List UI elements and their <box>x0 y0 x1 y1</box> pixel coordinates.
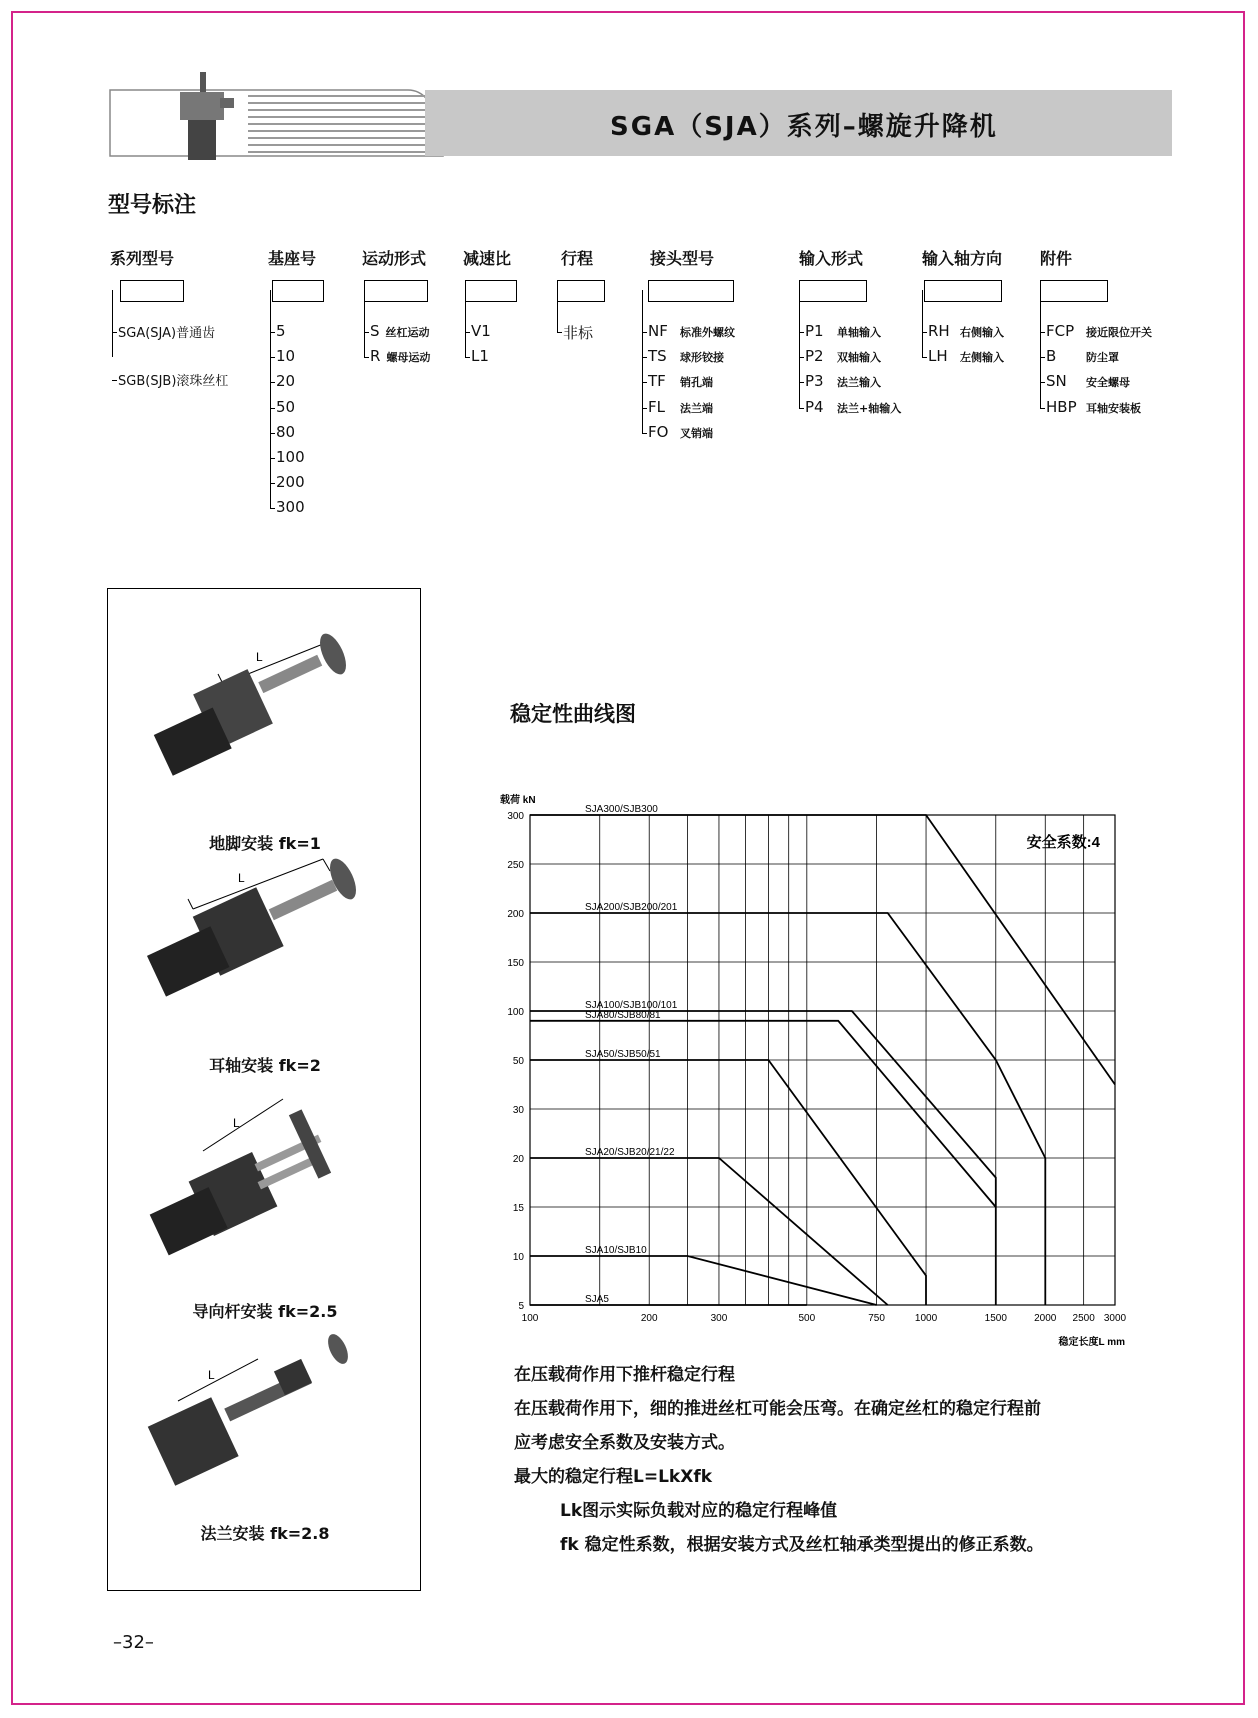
chart-annotation: 安全系数:4 <box>1026 834 1100 851</box>
chart-y-tick: 10 <box>512 1252 524 1263</box>
model-option-tick <box>922 332 927 333</box>
mount-caption-4: 法兰安装 fk=2.8 <box>200 1524 330 1543</box>
dim-label-2: L <box>238 871 245 885</box>
trunnion-mount-illustration <box>147 855 361 997</box>
model-option-tick <box>270 332 275 333</box>
model-option: SN 安全螺母 <box>1046 372 1130 391</box>
header-logo-graphic <box>108 72 453 162</box>
model-col-head-7: 输入轴方向 <box>922 249 1003 268</box>
text-fk: fk 稳定性系数，根据安装方式及丝杠轴承类型提出的修正系数。 <box>560 1535 1044 1555</box>
model-option: 10 <box>276 347 296 366</box>
model-option: TS 球形铰接 <box>648 347 724 366</box>
model-option-tick <box>1040 332 1045 333</box>
model-col-box-7 <box>924 280 1002 302</box>
model-col-bracket-6 <box>799 290 800 408</box>
chart-series-label: SJA5 <box>585 1294 609 1305</box>
model-option: 80 <box>276 422 296 441</box>
model-option-tick <box>270 382 275 383</box>
model-col-bracket-0 <box>112 290 113 357</box>
model-option: P2 双轴输入 <box>805 347 881 366</box>
model-option-tick <box>642 408 647 409</box>
chart-x-tick: 300 <box>710 1313 728 1324</box>
model-col-head-6: 输入形式 <box>799 249 864 268</box>
model-col-head-4: 行程 <box>561 249 594 268</box>
model-option-tick <box>465 332 470 333</box>
model-option-tick <box>1040 408 1045 409</box>
chart-series-line <box>530 815 1115 1085</box>
model-option: TF 销孔端 <box>648 372 713 391</box>
model-option-tick <box>642 382 647 383</box>
model-option: 300 <box>276 498 305 517</box>
model-option: P3 法兰输入 <box>805 372 881 391</box>
chart-y-tick: 300 <box>507 811 524 822</box>
model-option-tick <box>642 433 647 434</box>
model-col-bracket-4 <box>557 290 558 332</box>
model-option: 5 <box>276 322 286 340</box>
chart-x-tick: 750 <box>868 1313 885 1324</box>
text-para1: 在压载荷作用下，细的推进丝杠可能会压弯。在确定丝杠的稳定行程前 <box>514 1399 1041 1419</box>
flange-mount-illustration <box>148 1331 352 1486</box>
model-col-box-0 <box>120 280 184 302</box>
model-option-tick <box>364 332 369 333</box>
model-option-tick <box>270 508 275 509</box>
model-col-box-4 <box>557 280 605 302</box>
model-section-title: 型号标注 <box>108 193 197 218</box>
foot-mount-illustration <box>154 630 352 776</box>
model-col-head-8: 附件 <box>1040 249 1073 268</box>
mount-caption-1: 地脚安装 fk=1 <box>209 834 321 853</box>
model-col-bracket-3 <box>465 290 466 357</box>
text-formula: 最大的稳定行程L=LkXfk <box>514 1467 713 1487</box>
chart-x-tick: 100 <box>521 1313 539 1324</box>
chart-series-label: SJA100/SJB100/101 <box>585 1000 678 1011</box>
model-col-head-5: 接头型号 <box>650 249 715 268</box>
model-option-tick <box>799 408 804 409</box>
model-option-tick <box>270 408 275 409</box>
model-col-head-2: 运动形式 <box>362 249 427 268</box>
model-option: FO 叉销端 <box>648 422 713 441</box>
text-para2: 应考虑安全系数及安装方式。 <box>514 1433 735 1453</box>
guide-rod-mount-illustration <box>150 1099 331 1255</box>
chart-x-tick: 2000 <box>1034 1313 1057 1324</box>
model-option-tick <box>364 357 369 358</box>
mount-caption-3: 导向杆安装 fk=2.5 <box>192 1302 338 1321</box>
chart-y-tick: 30 <box>512 1105 524 1116</box>
chart-x-tick: 3000 <box>1103 1313 1127 1324</box>
mounting-illustrations <box>108 589 420 1589</box>
model-option-tick <box>1040 382 1045 383</box>
model-col-box-1 <box>272 280 324 302</box>
model-option-tick <box>557 332 562 333</box>
page-number: –32– <box>113 1632 154 1653</box>
model-option-tick <box>270 458 275 459</box>
model-col-bracket-1 <box>270 290 271 508</box>
model-option-tick <box>112 332 117 333</box>
model-col-box-5 <box>648 280 734 302</box>
model-option-tick <box>112 380 117 381</box>
stability-chart <box>495 780 1135 1360</box>
mount-caption-2: 耳轴安装 fk=2 <box>209 1056 321 1075</box>
model-option: 20 <box>276 372 296 391</box>
chart-y-tick: 100 <box>507 1007 524 1018</box>
chart-y-tick: 250 <box>507 860 524 871</box>
model-option: SGA(SJA)普通齿 <box>118 326 216 341</box>
model-col-box-8 <box>1040 280 1108 302</box>
chart-y-tick: 15 <box>512 1203 524 1214</box>
dim-label-3: L <box>233 1116 240 1130</box>
model-option: FL 法兰端 <box>648 397 713 416</box>
model-option-tick <box>465 357 470 358</box>
chart-series-label: SJA200/SJB200/201 <box>585 902 678 913</box>
chart-x-tick: 1000 <box>914 1313 938 1324</box>
model-option-tick <box>1040 357 1045 358</box>
model-option: FCP 接近限位开关 <box>1046 322 1152 340</box>
model-col-head-3: 减速比 <box>463 249 512 268</box>
model-col-box-3 <box>465 280 517 302</box>
chart-series-line <box>530 1060 926 1305</box>
model-option-tick <box>799 357 804 358</box>
mounting-panel <box>107 588 421 1591</box>
chart-series-label: SJA300/SJB300 <box>585 804 658 815</box>
chart-y-tick: 150 <box>507 958 524 969</box>
chart-series-label: SJA50/SJB50/51 <box>585 1049 661 1060</box>
model-option: 100 <box>276 448 305 466</box>
model-option: NF 标准外螺纹 <box>648 322 735 340</box>
dim-label-1: L <box>256 650 263 664</box>
model-col-bracket-8 <box>1040 290 1041 408</box>
chart-y-tick: 50 <box>512 1056 524 1067</box>
chart-section-title: 稳定性曲线图 <box>510 702 636 726</box>
model-option-tick <box>922 357 927 358</box>
model-col-head-1: 基座号 <box>268 249 317 268</box>
model-option-tick <box>642 357 647 358</box>
model-option: LH 左侧输入 <box>928 347 1004 366</box>
model-option-tick <box>799 332 804 333</box>
chart-series-line <box>530 1256 877 1305</box>
page-title: SGA（SJA）系列–螺旋升降机 <box>610 112 998 142</box>
chart-y-tick: 200 <box>507 909 524 920</box>
dim-label-4: L <box>208 1368 215 1382</box>
model-col-bracket-2 <box>364 290 365 357</box>
model-option: 非标 <box>563 324 594 342</box>
model-option-tick <box>270 433 275 434</box>
model-option: V1 <box>471 322 491 340</box>
chart-series-label: SJA80/SJB80/81 <box>585 1009 661 1021</box>
model-option: 200 <box>276 473 305 492</box>
model-option: R 螺母运动 <box>370 347 431 366</box>
model-option: HBP 耳轴安装板 <box>1046 397 1141 416</box>
model-option: RH 右侧输入 <box>928 322 1004 340</box>
chart-series-line <box>530 1158 888 1305</box>
chart-y-label: 载荷 kN <box>500 795 536 806</box>
chart-y-tick: 20 <box>512 1154 524 1165</box>
text-heading: 在压载荷作用下推杆稳定行程 <box>514 1365 735 1385</box>
model-col-bracket-5 <box>642 290 643 433</box>
chart-x-tick: 1500 <box>984 1313 1007 1324</box>
chart-series-label: SJA10/SJB10 <box>585 1245 647 1256</box>
model-option: S 丝杠运动 <box>370 322 430 340</box>
model-option: 50 <box>276 397 296 416</box>
model-option: P1 单轴输入 <box>805 322 881 340</box>
model-col-box-6 <box>799 280 867 302</box>
chart-series-label: SJA20/SJB20/21/22 <box>585 1147 675 1158</box>
chart-x-label: 稳定长度L mm <box>1058 1337 1125 1348</box>
model-option-tick <box>270 483 275 484</box>
chart-x-tick: 500 <box>798 1313 816 1324</box>
model-col-head-0: 系列型号 <box>110 249 175 268</box>
model-option: SGB(SJB)滚珠丝杠 <box>118 374 229 389</box>
model-option: P4 法兰+轴输入 <box>805 397 902 416</box>
chart-x-tick: 200 <box>640 1313 658 1324</box>
model-col-bracket-7 <box>922 290 923 357</box>
model-option: L1 <box>471 347 489 366</box>
model-option: B 防尘罩 <box>1046 347 1119 366</box>
chart-x-tick: 2500 <box>1072 1313 1095 1324</box>
model-option-tick <box>799 382 804 383</box>
text-lk: Lk图示实际负载对应的稳定行程峰值 <box>560 1501 838 1521</box>
chart-y-tick: 5 <box>518 1301 524 1312</box>
model-option-tick <box>270 357 275 358</box>
model-col-box-2 <box>364 280 428 302</box>
model-option-tick <box>642 332 647 333</box>
